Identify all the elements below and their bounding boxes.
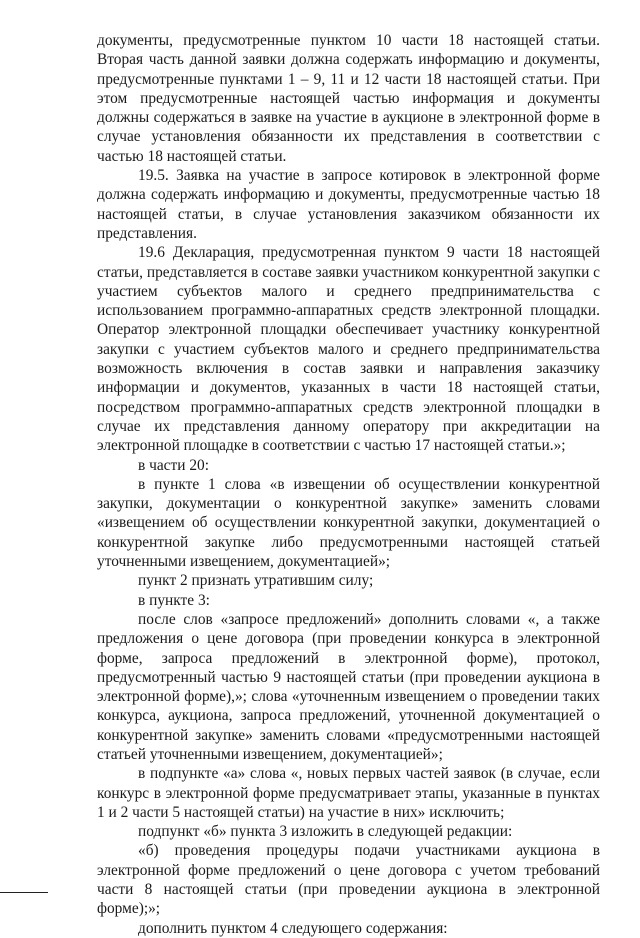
paragraph-continuation: документы, предусмотренные пунктом 10 части 18 настоящей статьи. Вторая часть данной заявки должна содержать информацию и документы, предусмотренные пунктами 1 – 9, 11 и 12 части 18 настоящей статьи. При этом предусмотренные настоящей частью информация и документы должны содержаться в заявке на участие в аукционе в электронной форме в случае установления обязанности их представления в соответствии с частью 18 настоящей статьи. (97, 32, 600, 165)
document-page (97, 31, 600, 938)
paragraph-item-1: в пункте 1 слова «в извещении об осуществлении конкурентной закупки, документации о конкурентной закупке» заменить словами «извещением об осуществлении конкурентной закупки, документацией о конкурентной закупке либо предусмотренными настоящей статьей уточненными извещением, документацией»; (97, 475, 600, 571)
paragraph-subitem-a: в подпункте «а» слова «, новых первых частей заявок (в случае, если конкурс в электронной форме предусматривает этапы, указанные в пунктах 1 и 2 части 5 настоящей статьи) на участие в них» исключить; (97, 765, 600, 821)
paragraph-add-item-4: дополнить пунктом 4 следующего содержания: (138, 919, 448, 937)
paragraph-19-5: 19.5. Заявка на участие в запросе котировок в электронной форме должна содержать информацию и документы, предусмотренные частью 18 настоящей статьи, в случае установления заказчиком обязанности их представления. (97, 167, 600, 242)
paragraph-part-20: в части 20: (138, 456, 209, 474)
paragraph-subitem-b-intro: подпункт «б» пункта 3 изложить в следующей редакции: (138, 823, 513, 841)
paragraph-after-words: после слов «запросе предложений» дополнить словами «, а также предложения о цене договора (при проведении конкурса в электронной форме, запроса предложений в электронной форме), протокол, предусмотренный частью 9 настоящей статьи (при проведении аукциона в электронной форме),»; слова «уточненным извещением о проведении таких конкурса, аукциона, запроса предложений, уточненной документацией о конкурентной закупке» заменить словами «предусмотренными настоящей статьей уточненными извещением, документацией»; (97, 610, 600, 763)
paragraph-subitem-b-text: «б) проведения процедуры подачи участниками аукциона в электронной форме предложений о цене договора с учетом требований части 8 настоящей статьи (при проведении аукциона в электронной форме);»; (97, 842, 600, 918)
page-edge-mark (0, 892, 48, 893)
paragraph-item-3: в пункте 3: (138, 591, 210, 609)
paragraph-item-2: пункт 2 признать утратившим силу; (138, 572, 374, 590)
paragraph-19-6: 19.6 Декларация, предусмотренная пунктом 9 части 18 настоящей статьи, представляется в составе заявки участником конкурентной закупки с участием субъектов малого и среднего предпринимательства с использованием программно-аппаратных средств электронной площадки. Оператор электронной площадки обеспечивает участнику конкурентной закупки с участием субъектов малого и среднего предпринимательства возможность включения в состав заявки и направления заказчику информации и документов, указанных в части 18 настоящей статьи, посредством программно-аппаратных средств электронной площадки в случае их представления данному оператору при аккредитации на электронной площадке в соответствии с частью 17 настоящей статьи.»; (97, 244, 600, 455)
